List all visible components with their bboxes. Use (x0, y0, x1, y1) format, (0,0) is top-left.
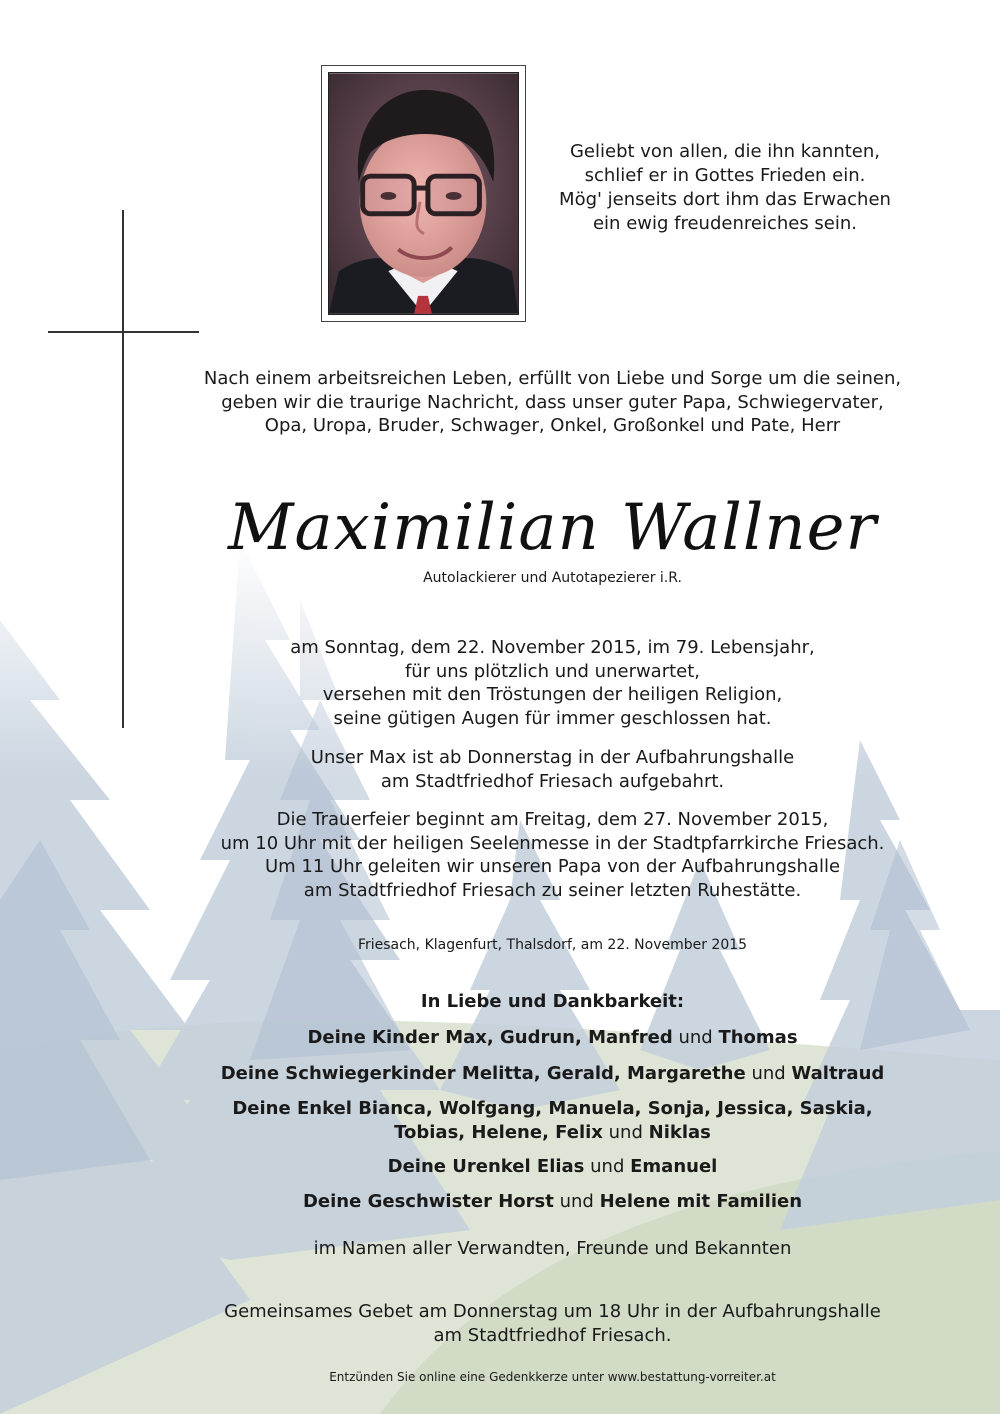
conjunction: und (559, 1191, 594, 1212)
grandchildren-line-2 (150, 1121, 955, 1145)
poem-line: ein ewig freudenreiches sein. (592, 213, 858, 234)
grandchildren-names-1: Deine Enkel Bianca, Wolfgang, Manuela, Sonja, Jessica, Saskia, (232, 1098, 873, 1119)
intro-line: Nach einem arbeitsreichen Leben, erfüllt von Liebe und Sorge um die seinen, (203, 368, 902, 389)
great-grandchildren-names: Deine Urenkel Elias (387, 1156, 585, 1177)
deceased-name: Maximilian Wallner (227, 491, 878, 565)
prayer-line: Gemeinsames Gebet am Donnerstag um 18 Uhr in der Aufbahrungshalle (224, 1301, 881, 1322)
online-candle-note: Entzünden Sie online eine Gedenkkerze unter www.bestattung-vorreiter.at (329, 1370, 776, 1384)
on-behalf-line: im Namen aller Verwandten, Freunde und Bekannten (313, 1238, 792, 1259)
intro-paragraph (150, 367, 955, 438)
in-laws-names: Deine Schwiegerkinder Melitta, Gerald, Margarethe (220, 1063, 746, 1084)
prayer-line: am Stadtfriedhof Friesach. (433, 1324, 672, 1346)
death-line: am Sonntag, dem 22. November 2015, im 79. Lebensjahr, (290, 637, 815, 658)
cross-horizontal-bar (48, 331, 199, 333)
siblings-last-name: Helene mit Familien (599, 1191, 803, 1212)
funeral-line: Die Trauerfeier beginnt am Freitag, dem 27. November 2015, (276, 809, 829, 830)
cross-vertical-bar (122, 210, 124, 728)
grandchildren-line-1 (150, 1097, 955, 1121)
children-last-name: Thomas (718, 1027, 798, 1048)
family-in-laws (150, 1062, 955, 1086)
viewing-line: am Stadtfriedhof Friesach aufgebahrt. (380, 770, 725, 792)
conjunction: und (590, 1156, 625, 1177)
intro-line: geben wir die traurige Nachricht, dass unser guter Papa, Schwiegervater, (221, 391, 884, 413)
conjunction: und (751, 1063, 786, 1084)
family-great-grandchildren (150, 1155, 955, 1179)
portrait-frame (321, 65, 526, 322)
death-line: für uns plötzlich und unerwartet, (404, 660, 701, 682)
portrait-photo (328, 72, 519, 315)
family-siblings (150, 1190, 955, 1214)
viewing-paragraph (150, 746, 955, 793)
viewing-line: Unser Max ist ab Donnerstag in der Aufbahrungshalle (310, 747, 795, 768)
death-paragraph (150, 636, 955, 730)
funeral-line: am Stadtfriedhof Friesach zu seiner letzten Ruhestätte. (303, 879, 802, 901)
conjunction: und (678, 1027, 713, 1048)
great-grandchildren-last-name: Emanuel (630, 1156, 718, 1177)
deceased-profession: Autolackierer und Autotapezierer i.R. (423, 570, 682, 586)
poem-line: Mög' jenseits dort ihm das Erwachen (559, 189, 891, 210)
siblings-names: Deine Geschwister Horst (302, 1191, 554, 1212)
family-grandchildren (150, 1097, 955, 1145)
death-line: seine gütigen Augen für immer geschlossen hat. (333, 707, 772, 729)
death-line: versehen mit den Tröstungen der heiligen Religion, (322, 684, 783, 705)
grandchildren-last-name: Niklas (648, 1122, 711, 1143)
conjunction: und (608, 1122, 643, 1143)
funeral-paragraph (150, 808, 955, 902)
place-date: Friesach, Klagenfurt, Thalsdorf, am 22. November 2015 (357, 937, 748, 953)
in-laws-last-name: Waltraud (791, 1063, 885, 1084)
family-heading-text: In Liebe und Dankbarkeit: (420, 991, 685, 1012)
children-names: Deine Kinder Max, Gudrun, Manfred (307, 1027, 673, 1048)
funeral-line: um 10 Uhr mit der heiligen Seelenmesse in der Stadtpfarrkirche Friesach. (220, 832, 885, 854)
family-children (150, 1026, 955, 1050)
memorial-poem (540, 140, 910, 236)
grandchildren-names-2: Tobias, Helene, Felix (394, 1122, 603, 1143)
family-heading (150, 990, 955, 1014)
prayer-paragraph (150, 1300, 955, 1347)
poem-line: Geliebt von allen, die ihn kannten, (569, 141, 881, 162)
poem-line: schlief er in Gottes Frieden ein. (584, 165, 866, 186)
funeral-line: Um 11 Uhr geleiten wir unseren Papa von der Aufbahrungshalle (264, 856, 841, 877)
intro-line: Opa, Uropa, Bruder, Schwager, Onkel, Großonkel und Pate, Herr (264, 415, 841, 436)
